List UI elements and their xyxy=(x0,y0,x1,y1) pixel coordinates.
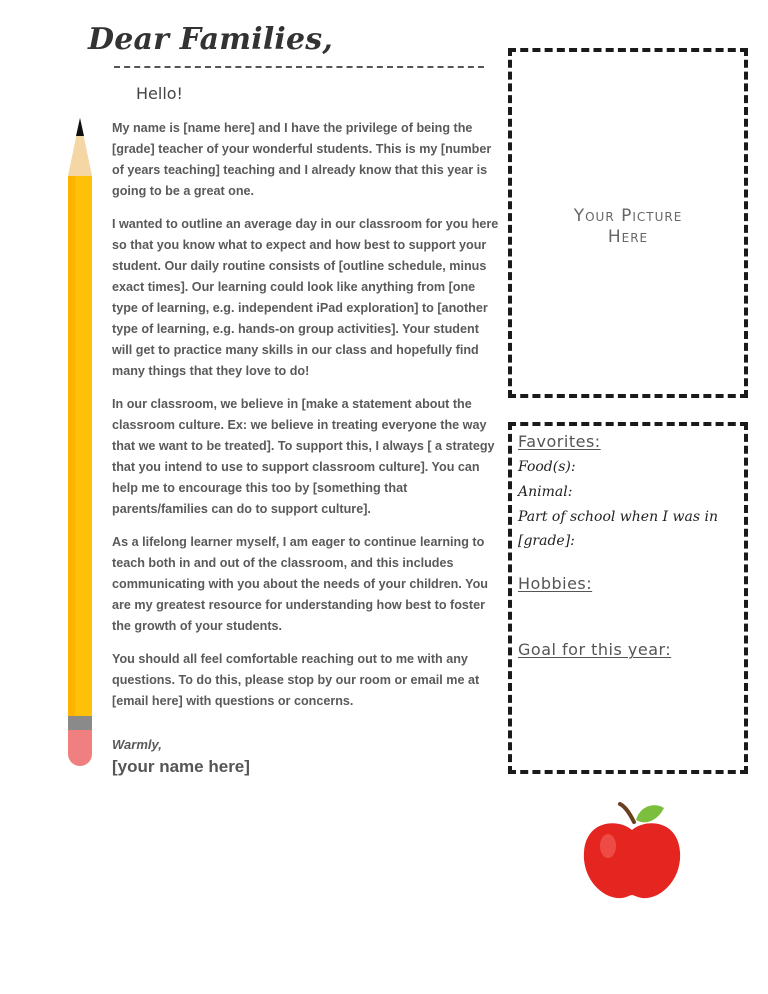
favorites-heading: Favorites: xyxy=(518,432,601,451)
paragraph-learner: As a lifelong learner myself, I am eager to continue learning to teach both in and out of the classroom, and this includes communicating with you about the needs of your children. You are my greatest resource for understanding how best to foster the growth of your students. xyxy=(112,535,488,633)
pencil-lead xyxy=(76,118,84,136)
goal-heading: Goal for this year: xyxy=(518,640,672,659)
photo-placeholder-label xyxy=(508,206,748,248)
photo-label-line-1: Your Picture xyxy=(573,206,683,226)
favorite-animal: Animal: xyxy=(518,484,573,500)
paragraph-routine: I wanted to outline an average day in our classroom for you here so that you know what to expect and how best to support your student. Our daily routine consists of [outline schedule, minus exact times]. Our learning could look like anything from [one type of learning, e.g. independent iPad exploration] to [another type of learning, e.g. hands-on group activities]. Your student will get to practice many skills in our class and hopefully find many things that they love to do! xyxy=(112,217,499,378)
photo-label-line-2: Here xyxy=(607,227,649,247)
favorite-school-part: Part of school when I was in [grade]: xyxy=(518,509,718,549)
apple-leaf xyxy=(636,805,664,822)
hobbies-heading: Hobbies: xyxy=(518,574,593,593)
pencil-icon xyxy=(62,114,98,774)
favorite-food: Food(s): xyxy=(518,459,576,475)
apple-icon xyxy=(578,800,686,904)
apple-stem xyxy=(620,804,634,822)
apple-body xyxy=(584,823,680,898)
signature: [your name here] xyxy=(112,757,250,776)
pencil-body-shade xyxy=(68,176,75,716)
paragraph-contact: You should all feel comfortable reaching out to me with any questions. To do this, please stop by our room or email me at [email here] with questions or concerns. xyxy=(112,652,480,708)
paragraph-culture: In our classroom, we believe in [make a statement about the classroom culture. Ex: we believe in treating everyone the way that we want to be treated]. To support this, I always [ a strategy that you intend to use to support classroom culture]. You can help me to encourage this too by [something that parents/families can do to support culture]. xyxy=(112,397,495,516)
greeting: Hello! xyxy=(136,84,183,103)
pencil-eraser xyxy=(68,730,92,766)
pencil-ferrule xyxy=(68,716,92,730)
paragraph-intro: My name is [name here] and I have the privilege of being the [grade] teacher of your wonderful students. This is my [number of years teaching] teaching and I already know that this year is going to be a great one. xyxy=(112,121,492,198)
letter-body xyxy=(112,118,502,724)
letter-title: Dear Families, xyxy=(88,22,334,57)
title-divider xyxy=(114,66,484,68)
closing: Warmly, xyxy=(112,737,162,752)
apple-highlight xyxy=(600,834,616,858)
